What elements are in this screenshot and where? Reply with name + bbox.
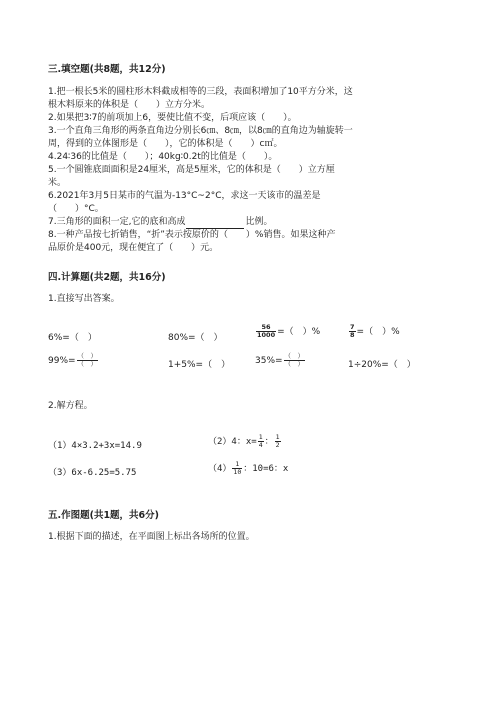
section-3-title: 三.填空题(共8题，共12分) (48, 64, 166, 75)
question-line: 根木料原来的体积是（ ）立方分米。 (48, 100, 211, 110)
equation: （2）4：x= $\frac{1}{4}$ ： $\frac{1}{2}$ (208, 433, 280, 449)
fraction: $\frac{56}{1000}$ (257, 323, 276, 339)
question-line: （ ）°C。 (48, 204, 104, 214)
question-line: 品原价是400元，现在便宜了（ ）元。 (48, 243, 219, 253)
calc-item: $\frac{7}{8}$ =（ ）% (350, 323, 400, 339)
question-line: 3.一个直角三角形的两条直角边分别长6㎝、8㎝，以8㎝的直角边为轴旋转一 (48, 126, 353, 136)
equation: （4） $\frac{1}{10}$ ：10=6：x (208, 460, 289, 476)
section-5-title: 五.作图题(共1题，共6分) (48, 510, 160, 521)
calc-q1-label: 1.直接写出答案。 (48, 294, 120, 304)
question-line: 1.把一根长5米的圆柱形木料截成相等的三段，表面积增加了10平方分米，这 (48, 87, 353, 97)
q7-text-before: 7.三角形的面积一定,它的底和高成 (48, 217, 186, 227)
calc-item: 1÷20%=（ ） (348, 360, 416, 370)
calc-q2-label: 2.解方程。 (48, 401, 93, 411)
q7-text-after: 比例。 (245, 217, 273, 227)
equation: （1）4×3.2+3x=14.9 (48, 441, 142, 451)
calc-item: 35%= $\frac{( )}{( )}$ (255, 352, 305, 368)
equation: （3）6x-6.25=5.75 (48, 468, 137, 478)
question-line: 5.一个圆锥底面面积是24厘米，高是5厘米，它的体积是（ ）立方厘 (48, 165, 335, 175)
drawing-q1: 1.根据下面的描述，在平面图上标出各场所的位置。 (48, 532, 255, 542)
fraction: $\frac{1}{2}$ (275, 433, 280, 449)
fraction: $\frac{( )}{( )}$ (77, 352, 98, 368)
fraction: $\frac{1}{4}$ (258, 433, 263, 449)
section-4-title: 四.计算题(共2题，共16分) (48, 272, 166, 283)
calc-item: 99%= $\frac{( )}{( )}$ (48, 352, 98, 368)
fraction: $\frac{7}{8}$ (350, 323, 355, 339)
calc-item: $\frac{56}{1000}$ =（ ）% (257, 323, 321, 339)
fraction: $\frac{1}{10}$ (233, 460, 242, 476)
fraction: $\frac{( )}{( )}$ (284, 352, 305, 368)
question-line: 2.如果把3∶7的前项加上6，要使比值不变，后项应该（ ）。 (48, 113, 297, 123)
question-line: 米。 (48, 178, 67, 188)
question-line: 6.2021年3月5日某市的气温为-13°C~2°C，求这一天该市的温差是 (48, 191, 321, 201)
question-7 (48, 216, 272, 229)
question-line: 8.一种产品按七折销售，“折”表示按原价的（ ）%销售。如果这种产 (48, 230, 336, 240)
question-line: 周，得到的立体图形是（ ），它的体积是（ ）c㎡。 (48, 139, 283, 149)
question-line: 4.24∶36的比值是（ ）；40kg∶0.2t的比值是（ ）。 (48, 152, 278, 162)
calc-item: 6%=（ ） (48, 333, 97, 343)
calc-item: 1+5%=（ ） (168, 360, 231, 370)
calc-item: 80%=（ ） (168, 333, 223, 343)
